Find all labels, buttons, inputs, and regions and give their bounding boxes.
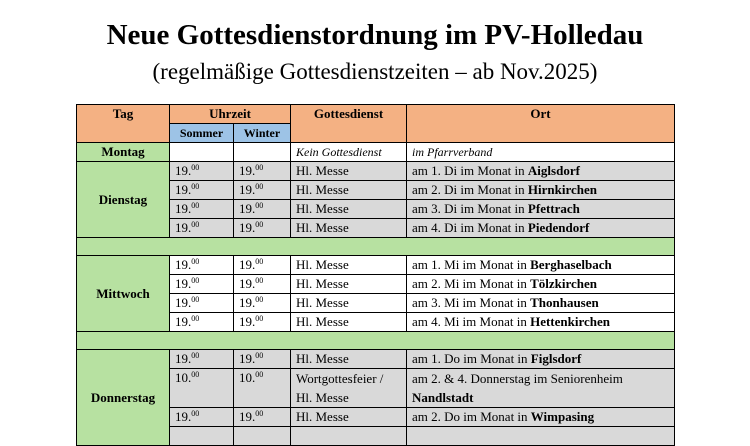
winter-time: 19.00 — [234, 408, 291, 427]
gottesdienst-cell: Hl. Messe — [291, 313, 407, 332]
table-row — [77, 256, 675, 275]
ort-cell: im Pfarrverband — [407, 143, 675, 162]
header-gottesdienst: Gottesdienst — [291, 105, 407, 143]
winter-time: 19.00 — [234, 162, 291, 181]
gottesdienst-cell: Kein Gottesdienst — [291, 143, 407, 162]
sommer-time: 19.00 — [170, 256, 234, 275]
spacer-row — [77, 332, 675, 350]
page-title: Neue Gottesdienstordnung im PV-Holledau — [106, 19, 644, 51]
winter-time: 10.00 — [234, 369, 291, 408]
ort-cell: am 3. Mi im Monat in Thonhausen — [407, 294, 675, 313]
gottesdienst-cell: Hl. Messe — [291, 200, 407, 219]
gottesdienst-cell: Hl. Messe — [291, 219, 407, 238]
ort-cell: am 1. Mi im Monat in Berghaselbach — [407, 256, 675, 275]
gottesdienst-cell: Hl. Messe — [291, 162, 407, 181]
header-sommer: Sommer — [170, 124, 234, 143]
sommer-time: 19.00 — [170, 350, 234, 369]
ort-cell: am 1. Do im Monat in Figlsdorf — [407, 350, 675, 369]
header-uhrzeit: Uhrzeit — [170, 105, 291, 124]
table-row — [77, 162, 675, 181]
sommer-time: 19.00 — [170, 219, 234, 238]
header-tag: Tag — [77, 105, 170, 143]
sommer-time: 19.00 — [170, 294, 234, 313]
sommer-time: 19.00 — [170, 181, 234, 200]
winter-time: 19.00 — [234, 256, 291, 275]
day-dienstag: Dienstag — [77, 162, 170, 238]
page-subtitle: (regelmäßige Gottesdienstzeiten – ab Nov.2025) — [152, 59, 598, 84]
header-ort: Ort — [407, 105, 675, 143]
ort-cell: am 4. Di im Monat in Piedendorf — [407, 219, 675, 238]
sommer-time: 19.00 — [170, 313, 234, 332]
sommer-time: 19.00 — [170, 408, 234, 427]
gottesdienst-cell: Hl. Messe — [291, 275, 407, 294]
ort-cell: am 3. Di im Monat in Pfettrach — [407, 200, 675, 219]
sommer-time: 10.00 — [170, 369, 234, 408]
day-montag: Montag — [77, 143, 170, 162]
sommer-time: 19.00 — [170, 200, 234, 219]
table-row — [77, 350, 675, 369]
winter-time: 19.00 — [234, 313, 291, 332]
day-mittwoch: Mittwoch — [77, 256, 170, 332]
gottesdienst-cell: Wortgottesfeier / Hl. Messe — [291, 369, 407, 408]
sommer-time: 19.00 — [170, 275, 234, 294]
schedule-table — [76, 104, 675, 446]
winter-time: 19.00 — [234, 350, 291, 369]
winter-time: 19.00 — [234, 219, 291, 238]
winter-time: 19.00 — [234, 181, 291, 200]
ort-cell: am 4. Mi im Monat in Hettenkirchen — [407, 313, 675, 332]
gottesdienst-cell: Hl. Messe — [291, 408, 407, 427]
ort-cell: am 2. Mi im Monat in Tölzkirchen — [407, 275, 675, 294]
winter-time: 19.00 — [234, 294, 291, 313]
winter-time: 19.00 — [234, 200, 291, 219]
gottesdienst-cell: Hl. Messe — [291, 294, 407, 313]
ort-cell: am 2. Do im Monat in Wimpasing — [407, 408, 675, 427]
gottesdienst-cell: Hl. Messe — [291, 350, 407, 369]
sommer-time: 19.00 — [170, 162, 234, 181]
gottesdienst-cell: Hl. Messe — [291, 256, 407, 275]
spacer-row — [77, 238, 675, 256]
header-winter: Winter — [234, 124, 291, 143]
ort-cell: am 2. Di im Monat in Hirnkirchen — [407, 181, 675, 200]
ort-cell: am 2. & 4. Donnerstag im Seniorenheim Nandlstadt — [407, 369, 675, 408]
winter-time: 19.00 — [234, 275, 291, 294]
day-donnerstag: Donnerstag — [77, 350, 170, 446]
ort-cell: am 1. Di im Monat in Aiglsdorf — [407, 162, 675, 181]
table-row — [77, 143, 675, 162]
gottesdienst-cell: Hl. Messe — [291, 181, 407, 200]
